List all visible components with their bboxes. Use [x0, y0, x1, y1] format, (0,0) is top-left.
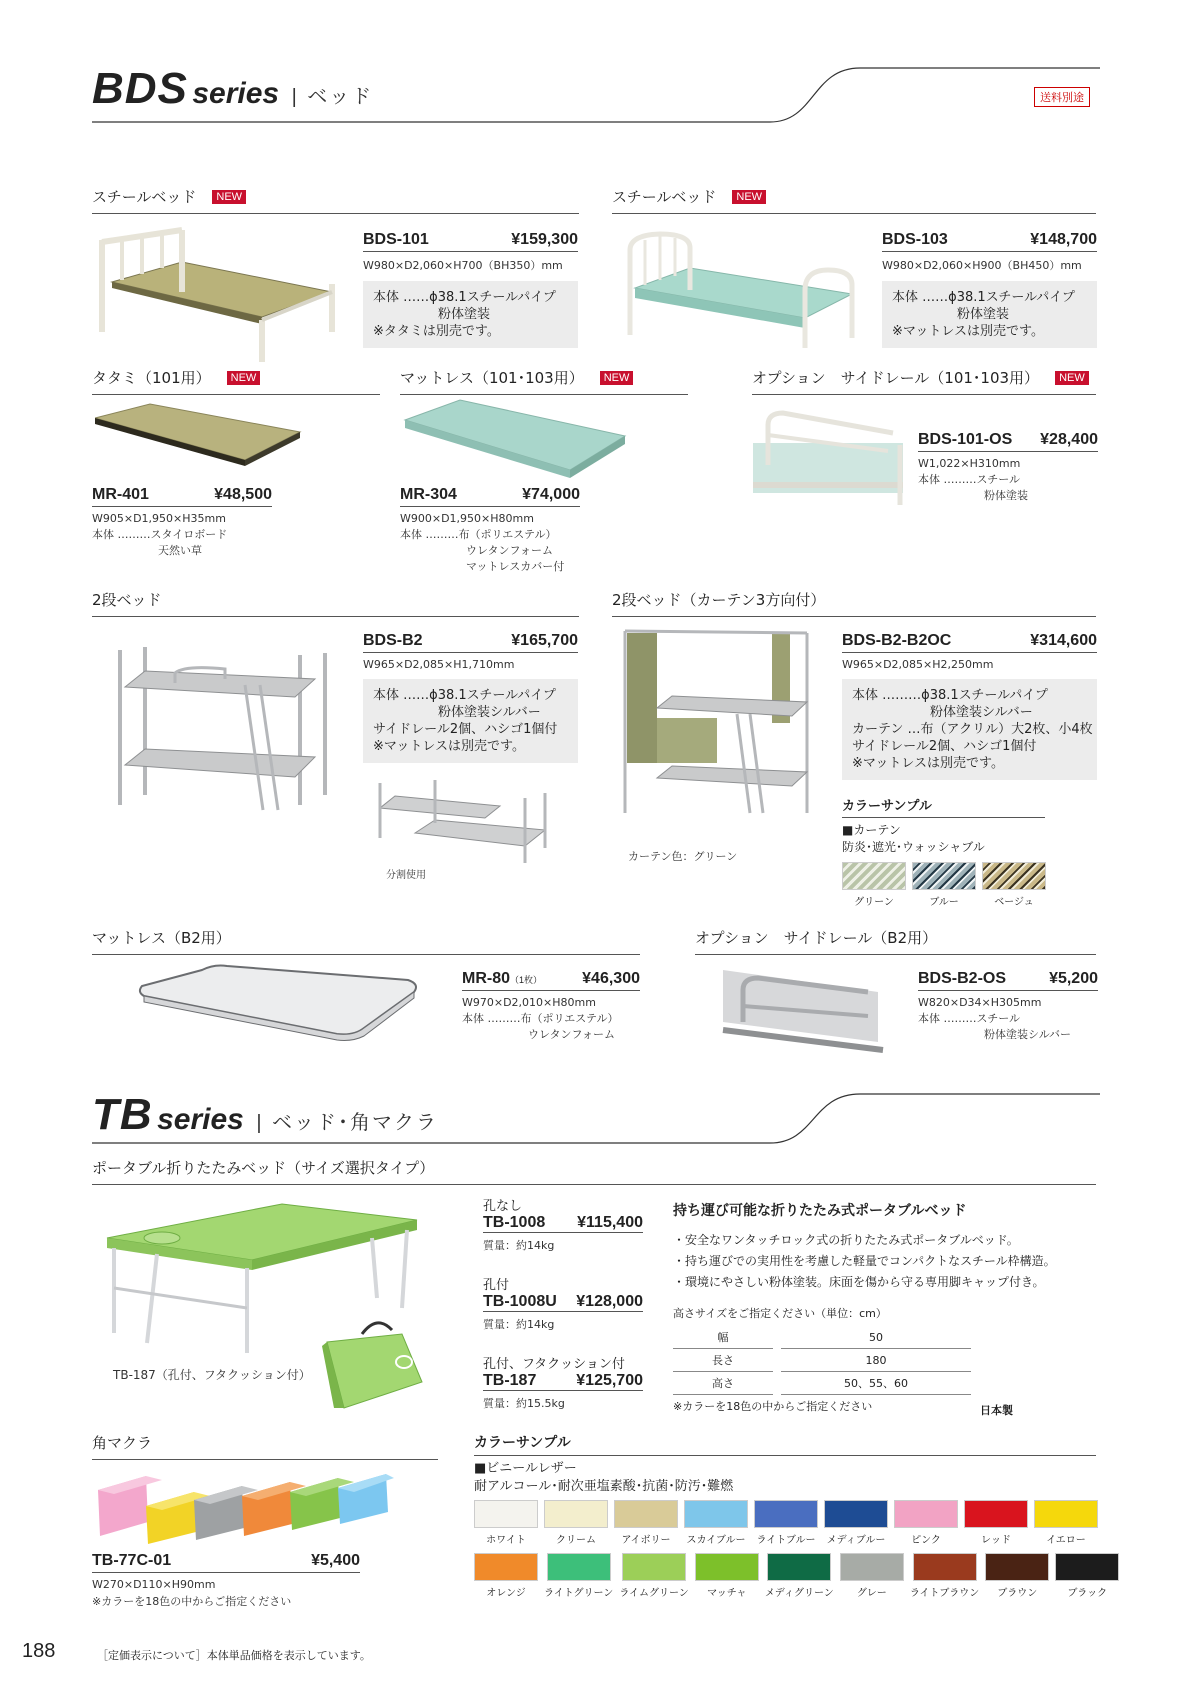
- swatch-vinyl[interactable]: [619, 1553, 689, 1599]
- swatch-vinyl[interactable]: [985, 1553, 1049, 1599]
- swatch-chip: [614, 1500, 678, 1528]
- product-tb-77c-01: [92, 1552, 360, 1609]
- swatch-chip: [840, 1553, 904, 1581]
- tb-header-swoosh-line: [0, 1088, 1200, 1148]
- swatch-label: ブラック: [1067, 1588, 1108, 1599]
- product-code: BDS-B2-OS: [918, 970, 1007, 987]
- product-dimensions: W905×D1,950×H35mm: [92, 512, 226, 525]
- swatch-label: ライトブラウン: [909, 1588, 980, 1599]
- vinyl-color-sample-title: カラーサンプル: [474, 1432, 1096, 1456]
- section-mattress-101-103: マットレス（101･103用） NEW: [400, 367, 688, 395]
- product-code: BDS-103: [882, 231, 948, 248]
- bds101-bed-image: [92, 222, 352, 362]
- bunk-curtain-image: [622, 628, 812, 818]
- bds-series-title: BDS series | ベッド: [92, 64, 374, 113]
- product-code: BDS-101: [363, 231, 429, 248]
- tb187-folded-image: [322, 1312, 430, 1412]
- product-code: MR-401: [92, 486, 149, 503]
- product-price: ¥74,000: [522, 486, 580, 503]
- swatch-chip: [842, 862, 906, 890]
- swatch-curtain[interactable]: ベージュ: [982, 862, 1046, 908]
- swatch-chip: [684, 1500, 748, 1528]
- product-price: ¥5,200: [1049, 970, 1098, 987]
- product-price: ¥314,600: [1030, 632, 1097, 649]
- product-code: TB-187: [483, 1372, 537, 1389]
- product-bds-b2-b2oc: [842, 632, 1097, 780]
- product-bds-103: [882, 231, 1097, 348]
- product-spec: 本体 ……ϕ38.1スチールパイプ 粉体塗装シルバー サイドレール2個、ハシゴ1個付 ※マットレスは別売です。: [363, 679, 578, 763]
- swatch-chip: [985, 1553, 1049, 1581]
- swatch-vinyl[interactable]: [840, 1553, 904, 1599]
- swatch-label: マッチャ: [707, 1588, 747, 1599]
- product-price: ¥28,400: [1040, 431, 1098, 448]
- product-price: ¥159,300: [511, 231, 578, 248]
- swatch-label: イエロー: [1046, 1535, 1086, 1546]
- product-weight: 質量：約15.5kg: [483, 1397, 565, 1410]
- bunk-bed-image: [115, 645, 330, 815]
- swatch-chip: [767, 1553, 831, 1581]
- new-badge: NEW: [732, 190, 766, 204]
- swatch-vinyl[interactable]: [614, 1500, 678, 1546]
- product-price: ¥128,000: [576, 1293, 643, 1310]
- side-rail-101-image: [748, 405, 908, 510]
- product-color-note: ※カラーを18色の中からご指定ください: [92, 1595, 292, 1608]
- swatch-label: オレンジ: [486, 1588, 526, 1599]
- curtain-sample-desc: ■カーテン 防炎･遮光･ウォッシャブル: [842, 823, 985, 854]
- swatch-vinyl[interactable]: [544, 1553, 613, 1599]
- mattress-mr304-image: [400, 398, 630, 478]
- product-mr-401: [92, 486, 272, 559]
- swatch-label: ホワイト: [486, 1535, 526, 1546]
- swatch-vinyl[interactable]: [695, 1553, 759, 1599]
- tb-color-note: ※カラーを18色の中からご指定ください: [673, 1400, 873, 1413]
- product-dimensions: W970×D2,010×H80mm: [462, 996, 596, 1009]
- swatch-chip: [964, 1500, 1028, 1528]
- product-bds-101: [363, 231, 578, 348]
- swatch-chip: [982, 862, 1046, 890]
- vinyl-swatch-row-1: [474, 1500, 1098, 1546]
- product-price: ¥115,400: [577, 1214, 643, 1231]
- product-weight: 質量：約14kg: [483, 1239, 555, 1252]
- product-bds-101-os: [918, 431, 1098, 504]
- tb-variant-tb1008u: 孔付 TB-1008U ¥128,000 質量：約14kg: [483, 1278, 643, 1331]
- product-spec: 本体 ………布（ポリエステル） ウレタンフォーム: [462, 1012, 619, 1041]
- tb-variant-tb1008: 孔なし TB-1008 ¥115,400 質量：約14kg: [483, 1199, 643, 1252]
- section-steel-bed-1: スチールベッド NEW: [92, 186, 579, 214]
- side-rail-b2-image: [718, 962, 890, 1062]
- product-spec: 本体 ……ϕ38.1スチールパイプ 粉体塗装 ※タタミは別売です。: [363, 281, 578, 348]
- pillow-image: [96, 1460, 396, 1550]
- new-badge: NEW: [227, 371, 261, 385]
- swatch-label: ライトグリーン: [544, 1588, 614, 1599]
- new-badge: NEW: [600, 371, 634, 385]
- section-bunk-curtain: 2段ベッド（カーテン3方向付）: [612, 589, 1096, 617]
- tb-feature-list: ・安全なワンタッチロック式の折りたたみ式ポータブルベッド。 ・持ち運びでの実用性を考慮した軽量でコンパクトなスチール枠構造。 ・環境にやさしい粉体塗装。床面を傷から守る専用脚キャップ付き。: [673, 1233, 1056, 1289]
- size-row: 高さ 50、55、60: [673, 1372, 971, 1395]
- new-badge: NEW: [212, 190, 246, 204]
- page-number: 188: [22, 1640, 56, 1662]
- section-bunk-bed: 2段ベッド: [92, 589, 579, 617]
- tb-size-table: [673, 1326, 971, 1395]
- size-row: 幅 50: [673, 1326, 971, 1349]
- new-badge: NEW: [1055, 371, 1089, 385]
- swatch-vinyl[interactable]: [894, 1500, 958, 1546]
- swatch-chip: [913, 1553, 977, 1581]
- swatch-label: メディブルー: [826, 1535, 886, 1546]
- swatch-label: グレー: [856, 1588, 887, 1599]
- mattress-mr80-image: [132, 962, 422, 1042]
- section-option-side-rail: オプション サイドレール（101･103用） NEW: [752, 367, 1096, 395]
- swatch-label: アイボリー: [621, 1535, 671, 1546]
- product-price: ¥165,700: [511, 632, 578, 649]
- shipping-note-badge: 送料別途: [1034, 87, 1090, 107]
- swatch-vinyl[interactable]: [474, 1553, 538, 1599]
- size-row: 長さ 180: [673, 1349, 971, 1372]
- section-mattress-b2: マットレス（B2用）: [92, 927, 640, 955]
- swatch-chip: [1055, 1553, 1119, 1581]
- swatch-chip: [894, 1500, 958, 1528]
- tb-variant-tb187: 孔付、フタクッション付 TB-187 ¥125,700 質量：約15.5kg: [483, 1357, 643, 1410]
- bunk-split-image: [375, 778, 555, 868]
- product-spec: 本体 ………スタイロボード 天然い草: [92, 528, 228, 557]
- product-code: BDS-101-OS: [918, 431, 1013, 448]
- swatch-vinyl[interactable]: [964, 1500, 1028, 1546]
- product-dimensions: W270×D110×H90mm: [92, 1578, 216, 1591]
- swatch-vinyl[interactable]: [1055, 1553, 1119, 1599]
- curtain-swatch-row: [842, 862, 1046, 908]
- product-mr-80: [462, 970, 640, 1043]
- vinyl-sample-desc: ■ビニールレザー 耐アルコール･耐次亜塩素酸･抗菌･防汚･難燃: [474, 1461, 734, 1494]
- swatch-chip: [1034, 1500, 1098, 1528]
- swatch-label: ライトブルー: [756, 1535, 816, 1546]
- product-price: ¥5,400: [311, 1552, 360, 1569]
- section-portable-bed: ポータブル折りたたみベッド（サイズ選択タイプ）: [92, 1157, 1096, 1185]
- swatch-vinyl[interactable]: [910, 1553, 979, 1599]
- section-tatami: タタミ（101用） NEW: [92, 367, 380, 395]
- swatch-vinyl[interactable]: [765, 1553, 834, 1599]
- section-steel-bed-2: スチールベッド NEW: [612, 186, 1096, 214]
- product-code: BDS-B2-B2OC: [842, 632, 952, 649]
- product-bds-b2: [363, 632, 578, 763]
- swatch-label: レッド: [981, 1535, 1011, 1546]
- product-dimensions: W900×D1,950×H80mm: [400, 512, 534, 525]
- product-weight: 質量：約14kg: [483, 1318, 555, 1331]
- product-code: TB-77C-01: [92, 1552, 172, 1569]
- swatch-chip: [695, 1553, 759, 1581]
- swatch-chip: [622, 1553, 686, 1581]
- section-option-side-rail-b2: オプション サイドレール（B2用）: [695, 927, 1096, 955]
- product-code: BDS-B2: [363, 632, 423, 649]
- swatch-label: クリーム: [556, 1535, 596, 1546]
- product-price: ¥148,700: [1030, 231, 1097, 248]
- split-use-caption: 分割使用: [386, 870, 426, 881]
- product-bds-b2-os: [918, 970, 1098, 1043]
- product-price: ¥46,300: [582, 970, 640, 987]
- product-mr-304: [400, 486, 580, 575]
- swatch-chip: [547, 1553, 611, 1581]
- product-code: MR-80（1枚）: [462, 970, 543, 987]
- product-spec: 本体 ………スチール 粉体塗装: [918, 473, 1028, 502]
- swatch-label: ピンク: [911, 1535, 941, 1546]
- swatch-chip: [754, 1500, 818, 1528]
- swatch-label: ブラウン: [997, 1588, 1038, 1599]
- swatch-curtain[interactable]: グリーン: [842, 862, 906, 908]
- product-dimensions: W980×D2,060×H900（BH450）mm: [882, 259, 1082, 272]
- product-price: ¥125,700: [576, 1372, 643, 1389]
- header-swoosh-line: [0, 60, 1200, 130]
- swatch-vinyl[interactable]: [684, 1500, 748, 1546]
- product-spec: 本体 ………ϕ38.1スチールパイプ 粉体塗装シルバー カーテン …布（アクリル）大2枚、小4枚 サイドレール2個、ハシゴ1個付 ※マットレスは別売です。: [842, 679, 1097, 780]
- product-dimensions: W965×D2,085×H1,710mm: [363, 658, 515, 671]
- product-spec: 本体 ………スチール 粉体塗装シルバー: [918, 1012, 1071, 1041]
- swatch-chip: [912, 862, 976, 890]
- swatch-curtain[interactable]: ブルー: [912, 862, 976, 908]
- tb-series-title: TB series | ベッド･角マクラ: [92, 1090, 438, 1139]
- curtain-color-caption: カーテン色：グリーン: [628, 850, 738, 863]
- swatch-label: スカイブルー: [686, 1535, 746, 1546]
- footer-price-note: ［定価表示について］本体単品価格を表示しています。: [97, 1649, 371, 1662]
- tb187-caption: TB-187（孔付、フタクッション付）: [113, 1368, 311, 1382]
- swatch-chip: [544, 1500, 608, 1528]
- product-dimensions: W980×D2,060×H700（BH350）mm: [363, 259, 563, 272]
- swatch-chip: [824, 1500, 888, 1528]
- swatch-chip: [474, 1553, 538, 1581]
- swatch-vinyl[interactable]: [754, 1500, 818, 1546]
- tb-size-title: 高さサイズをご指定ください（単位：cm）: [673, 1307, 887, 1320]
- bds103-bed-image: [620, 230, 870, 350]
- tb-feature-title: 持ち運び可能な折りたたみ式ポータブルベッド: [673, 1203, 967, 1219]
- section-pillow: 角マクラ: [92, 1432, 438, 1460]
- product-dimensions: W1,022×H310mm: [918, 457, 1021, 470]
- made-in-japan: 日本製: [980, 1404, 1013, 1417]
- tatami-image: [95, 400, 305, 470]
- product-code: MR-304: [400, 486, 457, 503]
- product-dimensions: W820×D34×H305mm: [918, 996, 1042, 1009]
- product-code: TB-1008U: [483, 1293, 557, 1310]
- swatch-chip: [474, 1500, 538, 1528]
- swatch-vinyl[interactable]: [1034, 1500, 1098, 1546]
- product-price: ¥48,500: [214, 486, 272, 503]
- product-spec: 本体 ……ϕ38.1スチールパイプ 粉体塗装 ※マットレスは別売です。: [882, 281, 1097, 348]
- swatch-vinyl[interactable]: [824, 1500, 888, 1546]
- product-spec: 本体 ………布（ポリエステル） ウレタンフォーム マットレスカバー付: [400, 528, 565, 573]
- vinyl-swatch-row-2: [474, 1553, 1119, 1599]
- swatch-vinyl[interactable]: [544, 1500, 608, 1546]
- swatch-label: ライムグリーン: [619, 1588, 689, 1599]
- curtain-color-sample-title: カラーサンプル: [842, 795, 1045, 818]
- product-dimensions: W965×D2,085×H2,250mm: [842, 658, 994, 671]
- swatch-vinyl[interactable]: [474, 1500, 538, 1546]
- swatch-label: メディグリーン: [764, 1588, 834, 1599]
- product-code: TB-1008: [483, 1214, 546, 1231]
